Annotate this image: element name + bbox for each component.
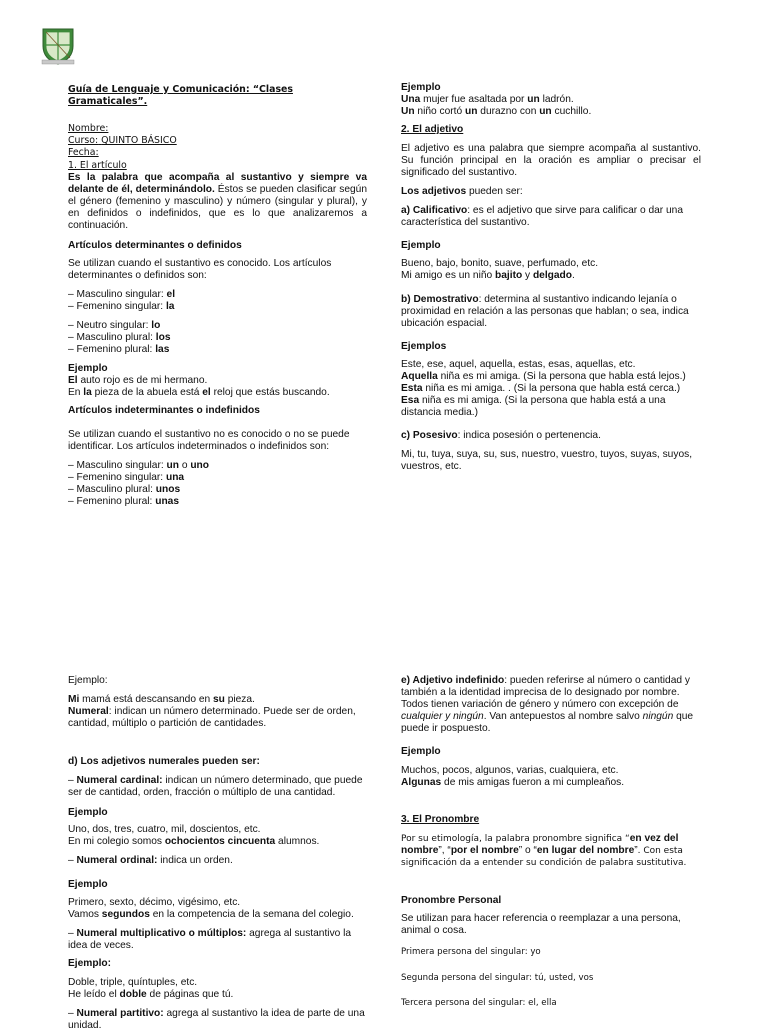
curso-line [68,135,367,147]
adjetivos-pueden-ser: Los adjetivos pueden ser: [401,186,523,197]
list-item-value: el [166,289,176,300]
ejemplo-label: Ejemplo: [68,675,108,686]
numerales-heading [68,756,367,768]
nombre-label: Nombre: [68,123,109,134]
indefinidos-list [68,460,367,508]
example-line: El auto rojo es de mi hermano. [68,375,208,386]
example-line: Mi mamá está descansando en su pieza. [68,694,255,705]
numeral-ordinal-def: – Numeral ordinal: indica un orden. [68,855,233,866]
indefinido-ejemplo [401,746,701,789]
example-line: Uno, dos, tres, cuatro, mil, doscientos, etc. [68,824,261,835]
list-item-value: las [155,344,170,355]
section-articulo-title [68,160,367,172]
posesivo-ejemplo: Mi, tu, tuya, suya, su, sus, nuestro, vuestro, tuyos, suyas, suyos, vuestros, etc. [401,449,693,472]
pronombre-personal-heading [401,895,701,907]
list-item [68,332,367,344]
list-item: – Femenino plural: unas [68,496,179,507]
list-item-label: – Masculino singular: [68,289,167,300]
adjetivo-title [401,124,701,136]
calificativo-ejemplo [401,240,701,282]
top-left-column [68,84,367,159]
posesivo-def: c) Posesivo: indica posesión o pertenencia. [401,430,601,441]
demostrativo-def: b) Demostrativo: determina al sustantivo indicando lejanía o proximidad en relación a las personas que hablan; o sea, indica ubicación espacial. [401,294,689,329]
example-line: He leído el doble de páginas que tú. [68,989,234,1000]
definidos-heading-text: Artículos determinantes o definidos [68,240,242,251]
school-crest-logo [40,26,76,66]
list-item [68,344,367,356]
numeral-multiplicativo-def: – Numeral multiplicativo o múltiplos: agrega al sustantivo la idea de veces. [68,928,352,951]
pronombre-title [401,814,701,826]
numeral-cardinal-def: – Numeral cardinal: indican un número determinado, que puede ser de cantidad, orden, fracción o múltiplo de una cantidad. [68,775,363,798]
definidos-text: Se utilizan cuando el sustantivo es conocido. Los artículos determinantes o definidos son: [68,258,332,281]
list-item: – Femenino singular: una [68,472,185,483]
bottom-left-ejemplo [68,675,367,730]
adjetivo-definition: El adjetivo es una palabra que siempre acompaña al sustantivo. Su función principal en la oración es ampliar o precisar el significado del sustantivo. [401,143,701,178]
pronombre-tercera: Tercera persona del singular: el, ella [401,998,557,1008]
example-line: Una mujer fue asaltada por un ladrón. [401,94,574,105]
pronombre-title-text: 3. El Pronombre [401,814,480,825]
curso-value: QUINTO BÁSICO [101,135,177,146]
example-line: Doble, triple, quíntuples, etc. [68,977,198,988]
adjetivo-ejemplo-intro [401,82,701,118]
list-item-value: la [165,301,175,312]
indefinidos-heading [68,405,367,417]
curso-label: Curso: [68,135,99,146]
example-line: Esta niña es mi amiga. . (Si la persona que habla está cerca.) [401,383,681,394]
adjetivo-title-text: 2. El adjetivo [401,124,464,135]
ejemplo-label: Ejemplo [68,807,108,818]
definidos-heading [68,240,367,252]
articulo-intro [68,172,367,232]
example-line: Mi amigo es un niño bajito y delgado. [401,270,575,281]
articulo-title: 1. El artículo [68,160,127,171]
ejemplos-label: Ejemplos [401,341,447,352]
pronombre-etimologia: Por su etimología, la palabra pronombre significa “en vez del nombre”, “por el nombre” o “en lugar del nombre”. Con esta significación da a entender su condición de palabra sustitutiva. [401,833,687,868]
example-line: Bueno, bajo, bonito, suave, perfumado, etc. [401,258,599,269]
pronombre-segunda: Segunda persona del singular: tú, usted, vos [401,973,594,983]
list-item: – Masculino singular: un o uno [68,460,209,471]
example-line: Este, ese, aquel, aquella, estas, esas, aquellas, etc. [401,359,636,370]
example-line: En mi colegio somos ochocientos cincuenta alumnos. [68,836,320,847]
example-line: Vamos segundos en la competencia de la semana del colegio. [68,909,354,920]
example-line: En la pieza de la abuela está el reloj que estás buscando. [68,387,330,398]
fecha-label: Fecha: [68,147,99,158]
example-line: Algunas de mis amigas fueron a mi cumpleaños. [401,777,625,788]
list-item-label: – Neutro singular: [68,320,152,331]
definidos-list-1 [68,289,367,313]
pronombre-personal-heading-text: Pronombre Personal [401,895,502,906]
numeral-partitivo-def: – Numeral partitivo: agrega al sustantivo la idea de parte de una unidad. [68,1008,365,1031]
list-item-label: – Femenino singular: [68,301,166,312]
numerales-heading-text: d) Los adjetivos numerales pueden ser: [68,756,260,767]
example-line: Aquella niña es mi amiga. (Si la persona que habla está lejos.) [401,371,686,382]
guide-title: Guía de Lenguaje y Comunicación: “Clases Gramaticales”. [68,84,293,107]
list-item-label: – Masculino plural: [68,332,156,343]
list-item-label: – Femenino plural: [68,344,156,355]
ejemplo-label: Ejemplo [68,363,108,374]
example-line: Un niño cortó un durazno con un cuchillo. [401,106,592,117]
ordinal-ejemplo [68,879,367,921]
list-item [68,320,367,332]
multiplicativo-ejemplo [68,958,367,1001]
ejemplo-label: Ejemplo [401,746,441,757]
pronombre-primera: Primera persona del singular: yo [401,947,541,957]
articulo-ejemplo [68,363,367,399]
ejemplo-label: Ejemplo [68,879,108,890]
ejemplo-label: Ejemplo [401,240,441,251]
articulo-intro-text: Éstos se pueden clasificar según el género (femenino y masculino) y número (singular y plural), y en definidos o indefinidos, que es lo que analizaremos a continuación. [68,184,367,231]
definidos-list-2 [68,320,367,356]
ejemplo-label: Ejemplo [401,82,441,93]
indefinido-def: e) Adjetivo indefinido: pueden referirse al número o cantidad y también a la identidad imprecisa de lo designado por nombre. Todos tienen variación de género y número con excepción de cualquier y ningún. Van antepuestos al nombre salvo ningún que puede ir pospuesto. [401,675,694,734]
pronombre-personal-text: Se utilizan para hacer referencia o reemplazar a una persona, animal o cosa. [401,913,681,936]
articulo-intro-bold: Es la palabra que acompaña al sustantivo y siempre va delante de él, determinándolo. [68,172,367,195]
example-line: Esa niña es mi amiga. (Si la persona que habla está a una distancia media.) [401,395,666,418]
calificativo-def: a) Calificativo: es el adjetivo que sirve para calificar o dar una característica del sustantivo. [401,205,684,228]
list-item [68,301,367,313]
example-line: Primero, sexto, décimo, vigésimo, etc. [68,897,241,908]
cardinal-ejemplo [68,807,367,848]
example-line: Muchos, pocos, algunos, varias, cualquiera, etc. [401,765,619,776]
list-item-value: los [155,332,171,343]
list-item-value: lo [151,320,161,331]
indefinidos-text: Se utilizan cuando el sustantivo no es conocido o no se puede identificar. Los artículos indeterminados o indefinidos son: [68,429,350,452]
indefinidos-heading-text: Artículos indeterminantes o indefinidos [68,405,260,416]
numeral-def: Numeral: indican un número determinado. Puede ser de orden, cantidad, múltiplo o partición de cantidades. [68,706,356,729]
demostrativo-ejemplos [401,341,701,419]
list-item: – Masculino plural: unos [68,484,181,495]
ejemplo-label: Ejemplo: [68,958,112,969]
list-item [68,289,367,301]
